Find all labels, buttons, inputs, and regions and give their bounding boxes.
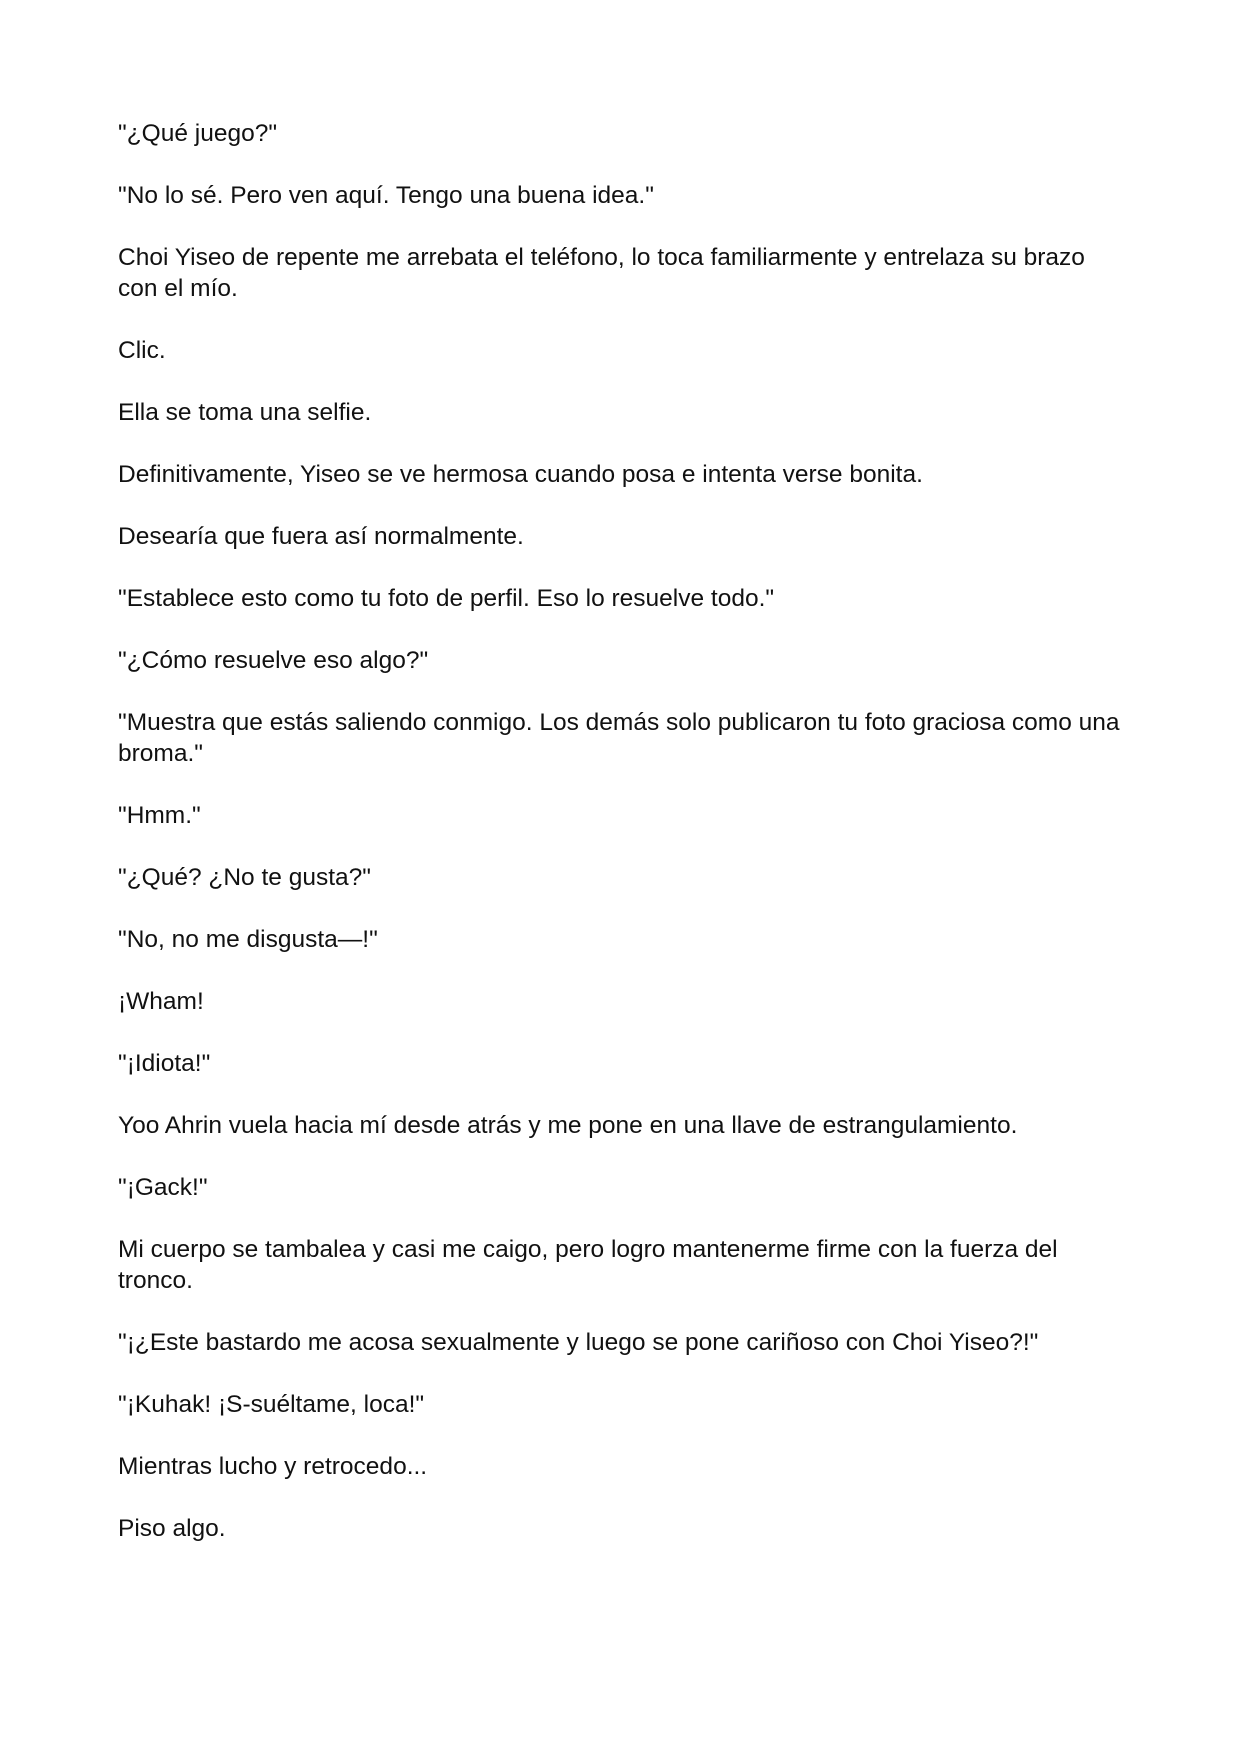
- document-body: [118, 118, 1128, 1575]
- paragraph: Piso algo.: [118, 1515, 226, 1542]
- paragraph: "¿Qué juego?": [118, 120, 278, 147]
- paragraph: Yoo Ahrin vuela hacia mí desde atrás y me pone en una llave de estrangulamiento.: [118, 1112, 1018, 1139]
- paragraph: "¡Idiota!": [118, 1050, 211, 1077]
- paragraph: Choi Yiseo de repente me arrebata el teléfono, lo toca familiarmente y entrelaza su brazo con el mío.: [118, 244, 1092, 302]
- paragraph: Mi cuerpo se tambalea y casi me caigo, pero logro mantenerme firme con la fuerza del tronco.: [118, 1236, 1065, 1294]
- paragraph: ¡Wham!: [118, 988, 204, 1015]
- paragraph: Ella se toma una selfie.: [118, 399, 372, 426]
- paragraph: "¿Qué? ¿No te gusta?": [118, 864, 371, 891]
- paragraph: "¡¿Este bastardo me acosa sexualmente y luego se pone cariñoso con Choi Yiseo?!": [118, 1329, 1039, 1356]
- paragraph: Clic.: [118, 337, 166, 364]
- paragraph: "No lo sé. Pero ven aquí. Tengo una buena idea.": [118, 182, 654, 209]
- paragraph: "Establece esto como tu foto de perfil. Eso lo resuelve todo.": [118, 585, 775, 612]
- paragraph: Mientras lucho y retrocedo...: [118, 1453, 428, 1480]
- paragraph: "¿Cómo resuelve eso algo?": [118, 647, 429, 674]
- paragraph: Definitivamente, Yiseo se ve hermosa cuando posa e intenta verse bonita.: [118, 461, 923, 488]
- paragraph: "No, no me disgusta—!": [118, 926, 378, 953]
- paragraph: "Muestra que estás saliendo conmigo. Los demás solo publicaron tu foto graciosa como una broma.": [118, 709, 1127, 767]
- paragraph: "¡Kuhak! ¡S-suéltame, loca!": [118, 1391, 425, 1418]
- paragraph: Desearía que fuera así normalmente.: [118, 523, 524, 550]
- paragraph: "Hmm.": [118, 802, 201, 829]
- paragraph: "¡Gack!": [118, 1174, 208, 1201]
